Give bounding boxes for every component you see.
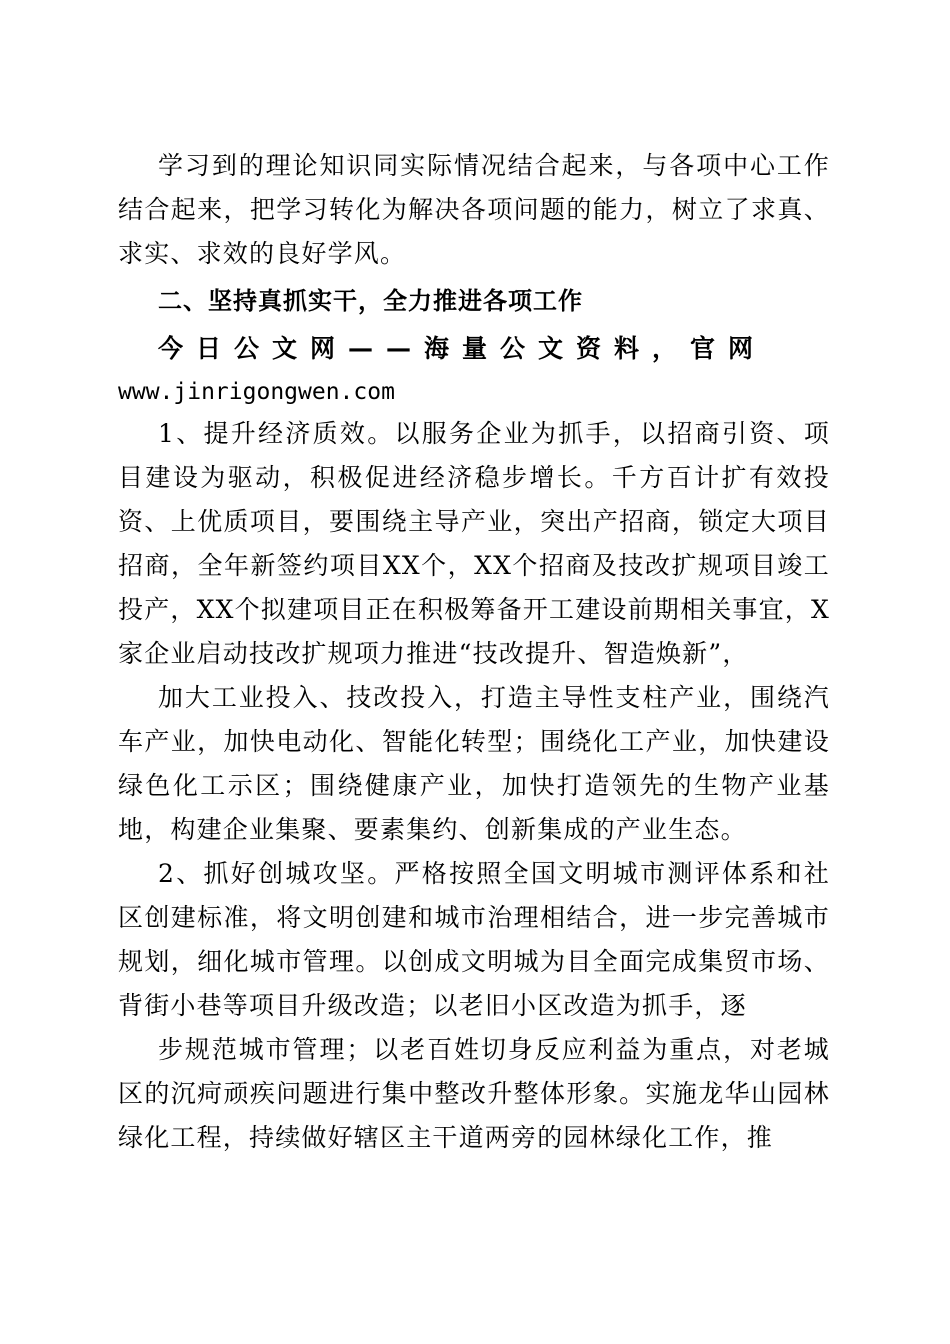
paragraph-industry-investment: 加大工业投入、技改投入，打造主导性支柱产业，围绕汽车产业，加快电动化、智能化转型；围绕化工产业，加快建设绿色化工示区；围绕健康产业，加快打造领先的生物产业基地，构建企业集聚、要素集约、创新集成的产业生态。: [118, 683, 830, 844]
section-heading-2: 二、坚持真抓实干，全力推进各项工作: [158, 287, 583, 315]
paragraph-economy: 1、提升经济质效。以服务企业为抓手，以招商引资、项目建设为驱动，积极促进经济稳步增长。千方百计扩有效投资、上优质项目，要围绕主导产业，突出产招商，锁定大项目招商，全年新签约项目XX个，XX个招商及技改扩规项目竣工投产，XX个拟建项目正在积极筹备开工建设前期相关事宜，X家企业启动技改扩规项力推进“技改提升、智造焕新”，: [118, 419, 830, 668]
document-body: [118, 144, 830, 1160]
paragraph-city-management: 步规范城市管理；以老百姓切身反应利益为重点，对老城区的沉疴顽疾问题进行集中整改升整体形象。实施龙华山园林绿化工程，持续做好辖区主干道两旁的园林绿化工作，推: [118, 1035, 830, 1152]
website-ad-text: 今日公文网——海量公文资料，官网: [158, 334, 767, 363]
paragraph-study-style: 学习到的理论知识同实际情况结合起来，与各项中心工作结合起来，把学习转化为解决各项问题的能力，树立了求真、求实、求效的良好学风。: [118, 151, 830, 268]
paragraph-civilized-city: 2、抓好创城攻坚。严格按照全国文明城市测评体系和社区创建标准，将文明创建和城市治理相结合，进一步完善城市规划，细化城市管理。以创成文明城为目全面完成集贸市场、背街小巷等项目升级改造；以老旧小区改造为抓手，逐: [118, 859, 830, 1020]
website-ad-url: www.jinrigongwen.com: [118, 379, 395, 405]
